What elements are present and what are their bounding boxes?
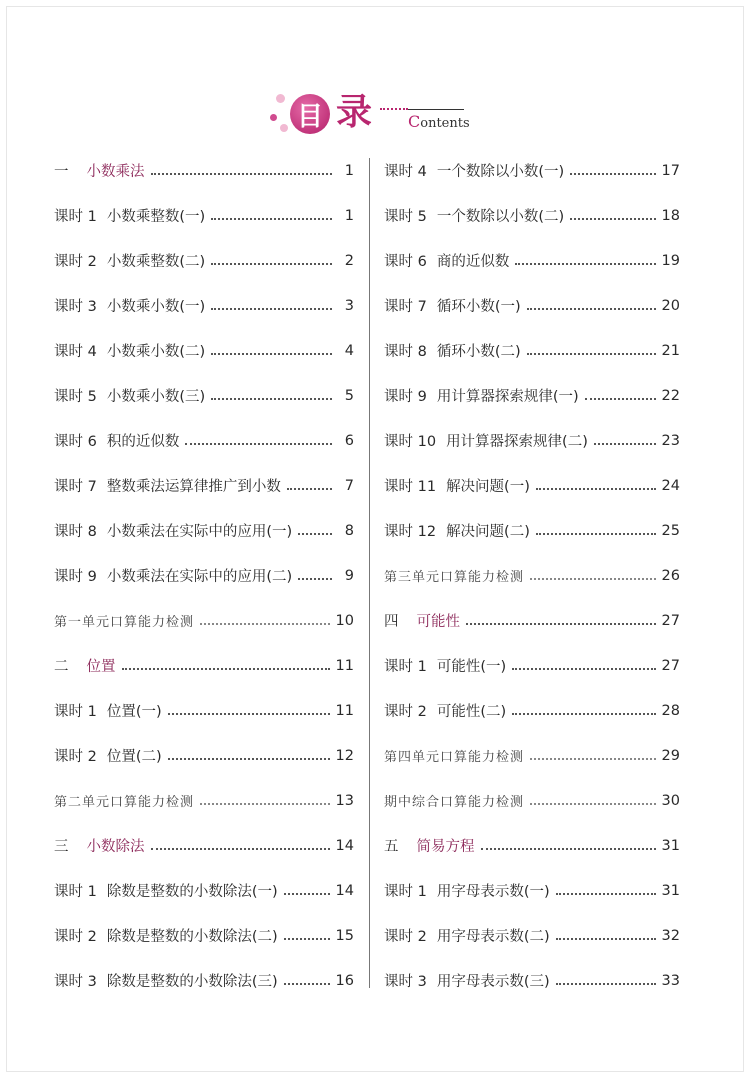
- page-number: 1: [344, 162, 354, 179]
- page-number: 1: [344, 207, 354, 224]
- page-number: 18: [661, 207, 680, 224]
- toc-entry-lesson[interactable]: [54, 193, 354, 238]
- unit-number: 二: [54, 659, 69, 675]
- page-number: 20: [661, 297, 680, 314]
- lesson-title: 小数乘小数(二): [106, 344, 206, 360]
- toc-entry-lesson[interactable]: [384, 328, 680, 373]
- toc-entry-lesson[interactable]: [54, 958, 354, 1003]
- page-number: 26: [661, 567, 680, 584]
- lesson-prefix: 课时 6: [54, 434, 97, 450]
- page-number: 21: [661, 342, 680, 359]
- lesson-title: 位置(一): [106, 704, 162, 720]
- toc-entry-lesson[interactable]: [384, 688, 680, 733]
- lesson-prefix: 课时 2: [54, 254, 97, 270]
- toc-entry-test[interactable]: [384, 778, 680, 823]
- entry-title: [384, 520, 530, 541]
- unit-title: 小数乘法: [86, 164, 145, 180]
- lesson-title: 用字母表示数(一): [436, 884, 550, 900]
- entry-title: [54, 611, 194, 630]
- entry-title: [54, 835, 145, 856]
- lesson-prefix: 课时 3: [384, 974, 427, 990]
- toc-entry-lesson[interactable]: [54, 328, 354, 373]
- lesson-prefix: 课时 2: [54, 749, 97, 765]
- toc-header: [270, 90, 480, 140]
- lesson-title: 小数乘法在实际中的应用(二): [106, 569, 293, 585]
- toc-right-column: [384, 148, 680, 1003]
- toc-entry-unit[interactable]: [54, 643, 354, 688]
- toc-entry-lesson[interactable]: [54, 688, 354, 733]
- dot-leader: [530, 578, 656, 580]
- lesson-prefix: 课时 9: [384, 389, 427, 405]
- page-number: 16: [335, 972, 354, 989]
- unit-number: 四: [384, 614, 399, 630]
- lesson-prefix: 课时 7: [54, 479, 97, 495]
- lesson-title: 用计算器探索规律(一): [436, 389, 579, 405]
- lesson-title: 用字母表示数(三): [436, 974, 550, 990]
- page-number: 12: [335, 747, 354, 764]
- toc-entry-lesson[interactable]: [384, 958, 680, 1003]
- contents-underline: [408, 109, 464, 110]
- dot-leader: [556, 893, 656, 895]
- dot-leader: [527, 308, 656, 310]
- lesson-title: 可能性(二): [436, 704, 507, 720]
- lesson-prefix: 课时 2: [384, 704, 427, 720]
- toc-entry-test[interactable]: [54, 598, 354, 643]
- toc-entry-lesson[interactable]: [54, 463, 354, 508]
- page-number: 23: [661, 432, 680, 449]
- dot-leader: [515, 263, 655, 265]
- unit-title: 可能性: [416, 614, 460, 630]
- entry-title: [54, 925, 278, 946]
- toc-entry-lesson[interactable]: [54, 418, 354, 463]
- entry-title: [384, 340, 521, 361]
- dot-leader: [168, 758, 330, 760]
- toc-entry-lesson[interactable]: [54, 553, 354, 598]
- lesson-title: 位置(二): [106, 749, 162, 765]
- entry-title: [54, 430, 179, 451]
- lesson-title: 可能性(一): [436, 659, 507, 675]
- lesson-title: 循环小数(二): [436, 344, 521, 360]
- page-number: 25: [661, 522, 680, 539]
- lesson-prefix: 课时 1: [54, 209, 97, 225]
- page-number: 24: [661, 477, 680, 494]
- page-number: 7: [344, 477, 354, 494]
- contents-rest: ontents: [420, 116, 470, 131]
- entry-title: [54, 250, 205, 271]
- unit-number: 五: [384, 839, 399, 855]
- test-title: 第四单元口算能力检测: [384, 750, 525, 765]
- entry-title: [384, 295, 521, 316]
- lesson-prefix: 课时 4: [54, 344, 97, 360]
- dot-leader: [512, 713, 655, 715]
- dot-leader: [211, 263, 332, 265]
- entry-title: [54, 791, 194, 810]
- dot-leader: [298, 578, 332, 580]
- toc-entry-lesson[interactable]: [54, 868, 354, 913]
- title-dots-divider: [380, 108, 408, 110]
- lesson-title: 用字母表示数(二): [436, 929, 550, 945]
- lesson-title: 整数乘法运算律推广到小数: [106, 479, 281, 495]
- page-number: 28: [661, 702, 680, 719]
- entry-title: [384, 880, 550, 901]
- page-number: 15: [335, 927, 354, 944]
- lesson-prefix: 课时 1: [54, 704, 97, 720]
- dot-leader: [200, 803, 330, 805]
- toc-entry-lesson[interactable]: [54, 238, 354, 283]
- dot-leader: [185, 443, 332, 445]
- lesson-prefix: 课时 5: [384, 209, 427, 225]
- page-number: 32: [661, 927, 680, 944]
- lesson-title: 小数乘小数(三): [106, 389, 206, 405]
- lesson-title: 除数是整数的小数除法(一): [106, 884, 278, 900]
- dot-leader: [287, 488, 332, 490]
- dot-leader: [530, 803, 656, 805]
- lesson-title: 积的近似数: [106, 434, 180, 450]
- toc-entry-lesson[interactable]: [54, 508, 354, 553]
- lesson-prefix: 课时 8: [384, 344, 427, 360]
- page-number: 27: [661, 612, 680, 629]
- dot-leader: [556, 983, 656, 985]
- dot-leader: [530, 758, 656, 760]
- page-number: 30: [661, 792, 680, 809]
- toc-entry-lesson[interactable]: [384, 238, 680, 283]
- test-title: 期中综合口算能力检测: [384, 795, 525, 810]
- dot-leader: [284, 893, 330, 895]
- test-title: 第一单元口算能力检测: [54, 615, 195, 630]
- entry-title: [384, 746, 524, 765]
- toc-entry-lesson[interactable]: [384, 913, 680, 958]
- entry-title: [384, 700, 506, 721]
- lesson-title: 解决问题(一): [446, 479, 530, 495]
- entry-title: [384, 160, 564, 181]
- lesson-title: 小数乘整数(一): [106, 209, 206, 225]
- page-number: 27: [661, 657, 680, 674]
- dot-leader: [200, 623, 330, 625]
- toc-entry-lesson[interactable]: [54, 373, 354, 418]
- toc-entry-lesson[interactable]: [384, 643, 680, 688]
- page-number: 9: [344, 567, 354, 584]
- dot-leader: [594, 443, 656, 445]
- page-number: 3: [344, 297, 354, 314]
- entry-title: [384, 970, 550, 991]
- page-number: 5: [344, 387, 354, 404]
- toc-entry-test[interactable]: [384, 553, 680, 598]
- entry-title: [54, 700, 162, 721]
- lesson-prefix: 课时 1: [384, 884, 427, 900]
- page-number: 17: [661, 162, 680, 179]
- dot-leader: [570, 173, 655, 175]
- lesson-title: 小数乘小数(一): [106, 299, 206, 315]
- dot-leader: [284, 983, 330, 985]
- page-number: 10: [335, 612, 354, 629]
- page-number: 4: [344, 342, 354, 359]
- unit-number: 三: [54, 839, 69, 855]
- dot-leader: [284, 938, 330, 940]
- entry-title: [54, 475, 281, 496]
- lesson-prefix: 课时 1: [384, 659, 427, 675]
- page-number: 33: [661, 972, 680, 989]
- lesson-title: 解决问题(二): [446, 524, 530, 540]
- test-title: 第三单元口算能力检测: [384, 570, 525, 585]
- unit-number: 一: [54, 164, 69, 180]
- toc-entry-lesson[interactable]: [384, 373, 680, 418]
- dot-leader: [570, 218, 655, 220]
- page-number: 19: [661, 252, 680, 269]
- lesson-prefix: 课时 2: [384, 929, 427, 945]
- entry-title: [54, 745, 162, 766]
- entry-title: [384, 655, 506, 676]
- dot-leader: [211, 353, 332, 355]
- title-circle-char: 目: [290, 94, 330, 134]
- entry-title: [384, 430, 588, 451]
- toc-entry-unit[interactable]: [54, 823, 354, 868]
- lesson-title: 用计算器探索规律(二): [446, 434, 588, 450]
- toc-entry-lesson[interactable]: [54, 733, 354, 778]
- lesson-title: 循环小数(一): [436, 299, 521, 315]
- page-number: 31: [661, 882, 680, 899]
- toc-entry-unit[interactable]: [54, 148, 354, 193]
- page-number: 2: [344, 252, 354, 269]
- toc-entry-test[interactable]: [384, 733, 680, 778]
- dot-leader: [536, 533, 656, 535]
- toc-entry-lesson[interactable]: [384, 868, 680, 913]
- lesson-title: 小数乘法在实际中的应用(一): [106, 524, 293, 540]
- lesson-prefix: 课时 1: [54, 884, 97, 900]
- entry-title: [54, 205, 205, 226]
- dot-leader: [211, 398, 332, 400]
- entry-title: [54, 160, 145, 181]
- contents-first-letter: C: [408, 112, 421, 131]
- entry-title: [384, 566, 524, 585]
- entry-title: [384, 475, 530, 496]
- dot-leader: [536, 488, 656, 490]
- test-title: 第二单元口算能力检测: [54, 795, 195, 810]
- lesson-title: 小数乘整数(二): [106, 254, 206, 270]
- dot-leader: [211, 218, 332, 220]
- toc-entry-lesson[interactable]: [384, 463, 680, 508]
- dot-leader: [298, 533, 332, 535]
- page-number: 8: [344, 522, 354, 539]
- lesson-prefix: 课时 7: [384, 299, 427, 315]
- toc-left-column: [54, 148, 354, 1003]
- entry-title: [384, 925, 550, 946]
- entry-title: [384, 835, 475, 856]
- lesson-prefix: 课时 6: [384, 254, 427, 270]
- toc-entry-unit[interactable]: [384, 823, 680, 868]
- toc-entry-lesson[interactable]: [384, 418, 680, 463]
- page-number: 14: [335, 882, 354, 899]
- entry-title: [54, 295, 205, 316]
- dot-leader: [512, 668, 655, 670]
- lesson-prefix: 课时 8: [54, 524, 97, 540]
- entry-title: [54, 385, 205, 406]
- unit-title: 小数除法: [86, 839, 145, 855]
- dot-leader: [481, 848, 656, 850]
- lesson-title: 商的近似数: [436, 254, 510, 270]
- lesson-prefix: 课时 9: [54, 569, 97, 585]
- dot-leader: [168, 713, 330, 715]
- toc-entry-lesson[interactable]: [384, 193, 680, 238]
- page-number: 22: [661, 387, 680, 404]
- lesson-prefix: 课时 2: [54, 929, 97, 945]
- dot-leader: [211, 308, 332, 310]
- lesson-prefix: 课时 10: [384, 434, 437, 450]
- decorative-dot: [270, 114, 277, 121]
- entry-title: [54, 880, 278, 901]
- page-number: 29: [661, 747, 680, 764]
- page-number: 13: [335, 792, 354, 809]
- page-number: 6: [344, 432, 354, 449]
- toc-entry-unit[interactable]: [384, 598, 680, 643]
- lesson-prefix: 课时 4: [384, 164, 427, 180]
- entry-title: [384, 610, 460, 631]
- toc-entry-lesson[interactable]: [54, 913, 354, 958]
- toc-entry-lesson[interactable]: [384, 148, 680, 193]
- entry-title: [54, 565, 292, 586]
- lesson-title: 一个数除以小数(二): [436, 209, 565, 225]
- dot-leader: [122, 668, 330, 670]
- dot-leader: [466, 623, 656, 625]
- entry-title: [54, 970, 278, 991]
- page-number: 11: [335, 702, 354, 719]
- entry-title: [384, 205, 564, 226]
- unit-title: 位置: [86, 659, 116, 675]
- entry-title: [54, 520, 292, 541]
- toc-entry-lesson[interactable]: [384, 283, 680, 328]
- entry-title: [384, 385, 579, 406]
- lesson-title: 除数是整数的小数除法(二): [106, 929, 278, 945]
- page-number: 14: [335, 837, 354, 854]
- dot-leader: [585, 398, 656, 400]
- contents-label: [408, 114, 470, 132]
- dot-leader: [527, 353, 656, 355]
- lesson-prefix: 课时 5: [54, 389, 97, 405]
- decorative-dot: [280, 124, 288, 132]
- unit-title: 简易方程: [416, 839, 475, 855]
- toc-entry-lesson[interactable]: [384, 508, 680, 553]
- column-divider: [369, 158, 370, 988]
- entry-title: [54, 340, 205, 361]
- lesson-title: 除数是整数的小数除法(三): [106, 974, 278, 990]
- page-number: 31: [661, 837, 680, 854]
- entry-title: [384, 791, 524, 810]
- lesson-prefix: 课时 11: [384, 479, 437, 495]
- toc-entry-test[interactable]: [54, 778, 354, 823]
- decorative-dot: [276, 94, 285, 103]
- lesson-prefix: 课时 3: [54, 299, 97, 315]
- lesson-prefix: 课时 12: [384, 524, 437, 540]
- dot-leader: [151, 848, 330, 850]
- toc-entry-lesson[interactable]: [54, 283, 354, 328]
- entry-title: [384, 250, 509, 271]
- lesson-prefix: 课时 3: [54, 974, 97, 990]
- dot-leader: [556, 938, 656, 940]
- title-rest-char: 录: [336, 92, 373, 133]
- dot-leader: [151, 173, 333, 175]
- entry-title: [54, 655, 116, 676]
- page-number: 11: [335, 657, 354, 674]
- lesson-title: 一个数除以小数(一): [436, 164, 565, 180]
